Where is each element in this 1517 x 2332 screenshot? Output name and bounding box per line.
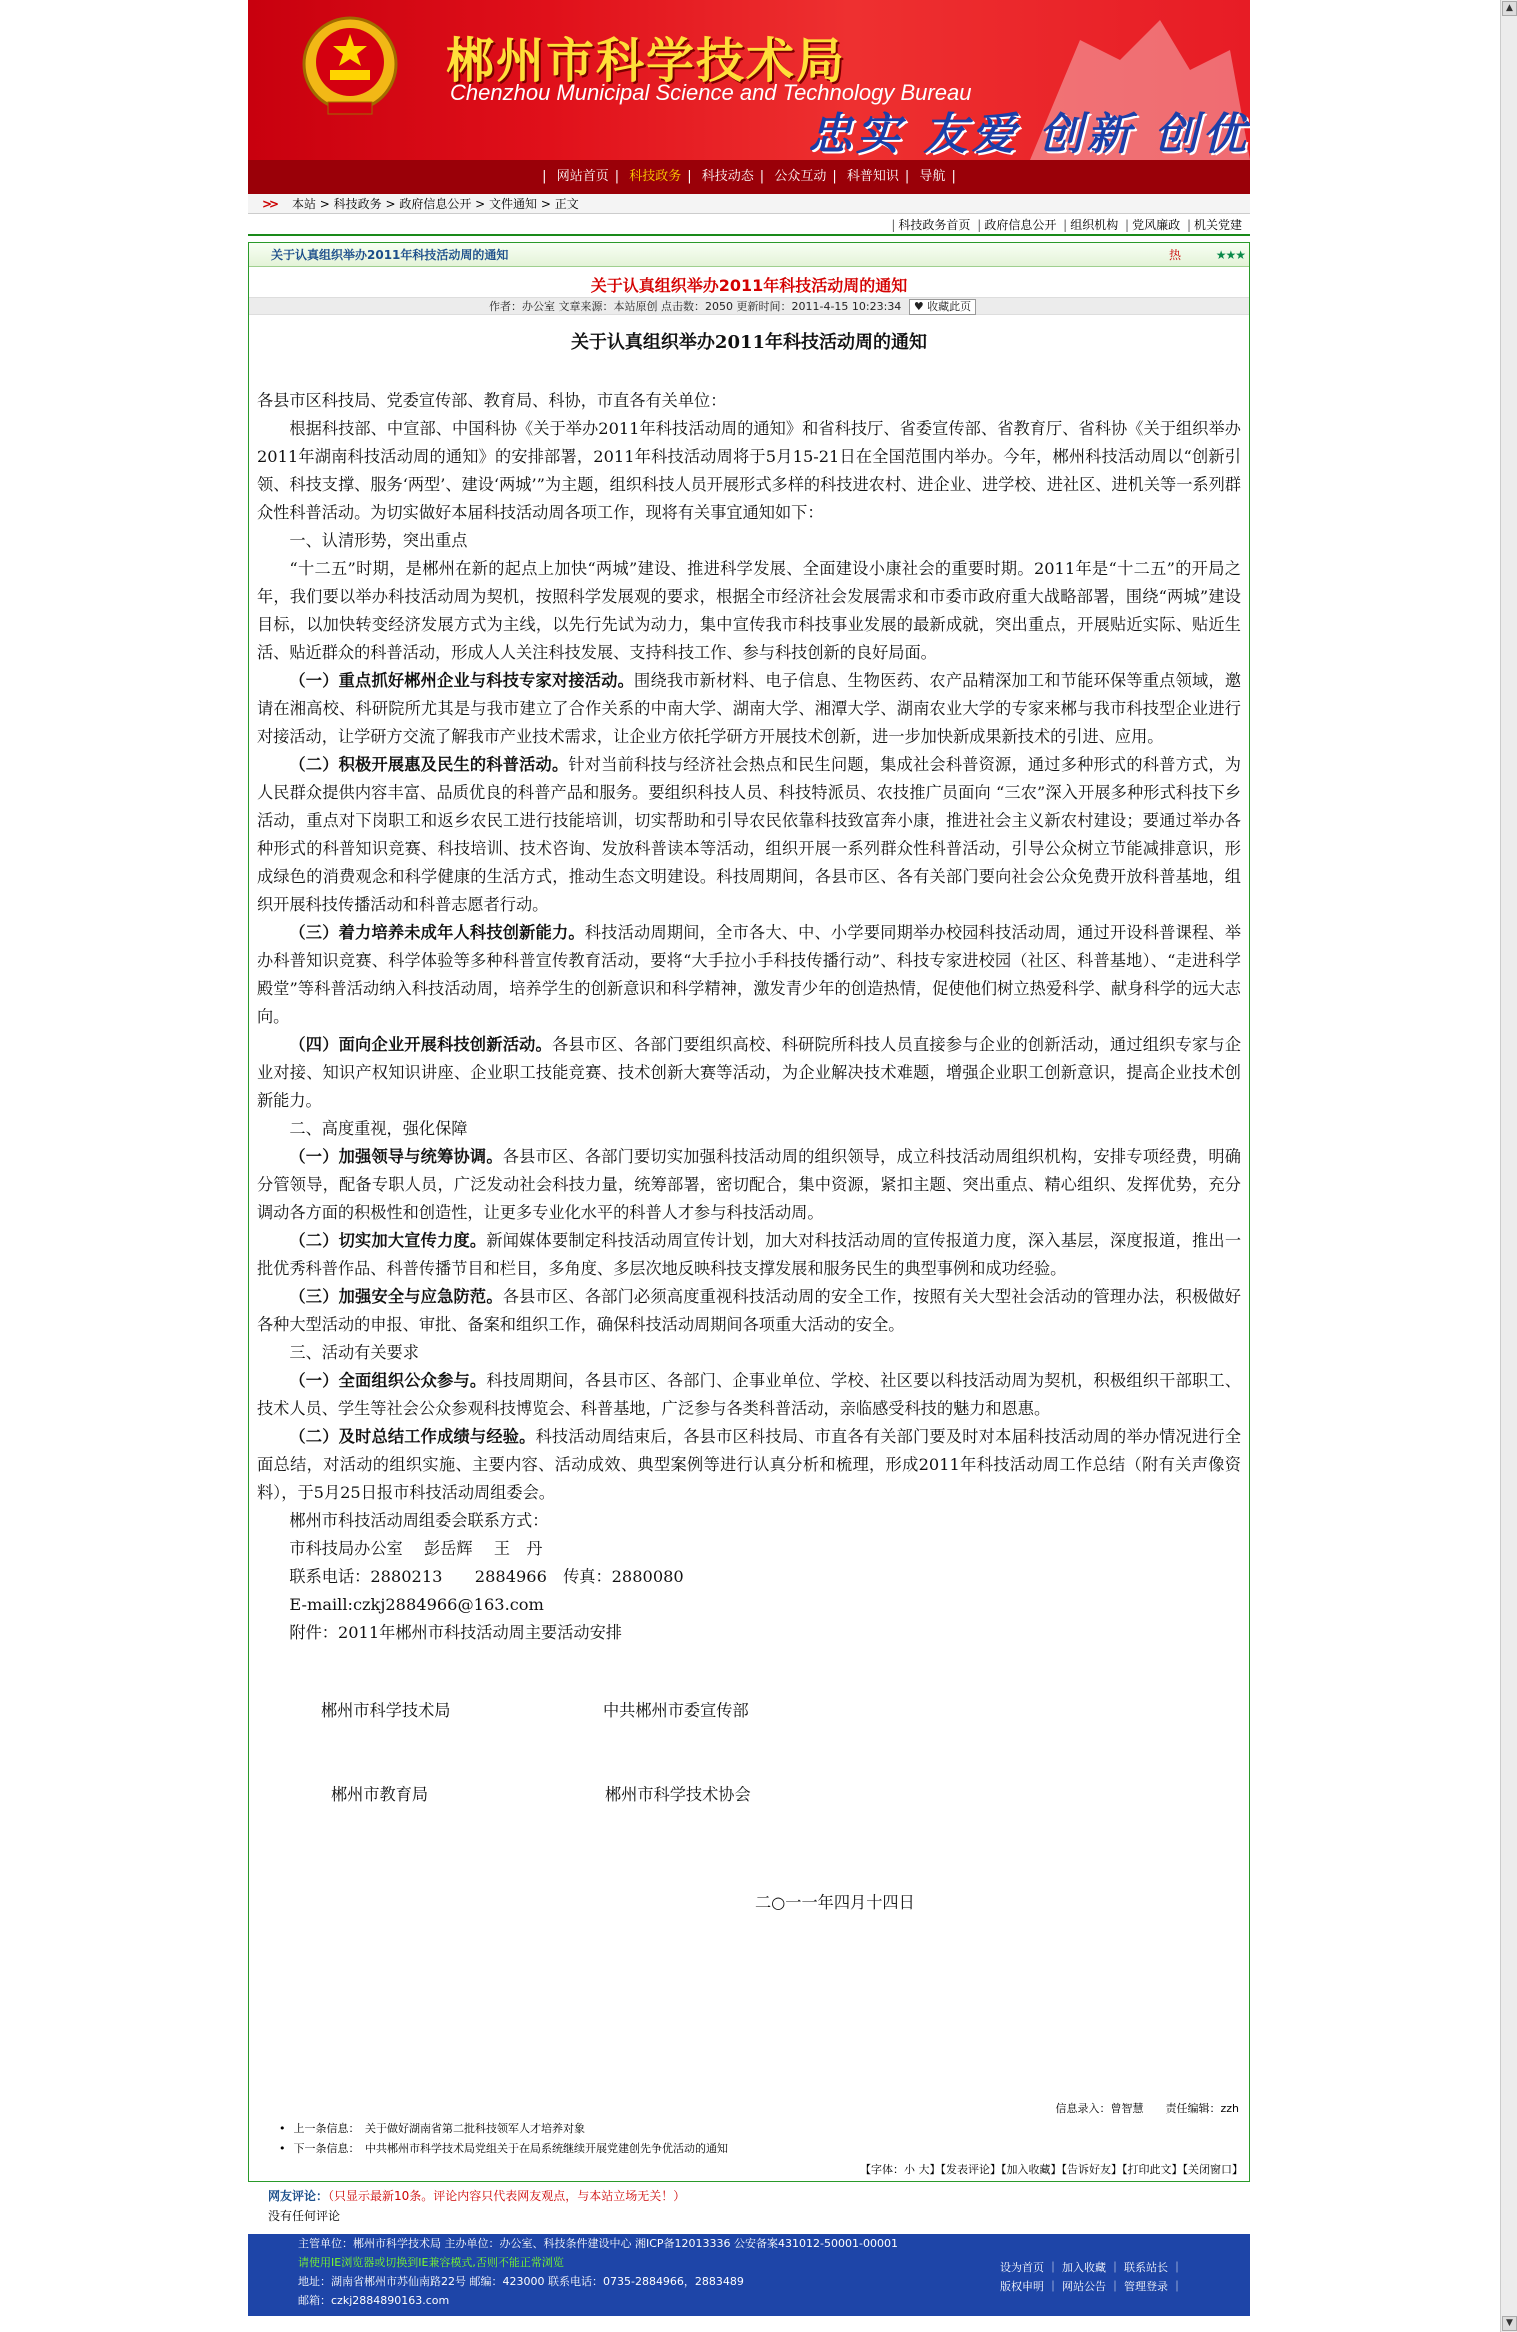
bold-lead: （二）及时总结工作成绩与经验。: [289, 1427, 536, 1446]
arrow-icon: >>: [262, 197, 277, 211]
paragraph: [257, 667, 1241, 751]
comments-section: [248, 2186, 1250, 2226]
next-link[interactable]: • 下一条信息： 中共郴州市科学技术局党组关于在局系统继续开展党建创先争优活动的通知: [279, 2139, 1249, 2159]
footer-owner: 主管单位：郴州市科学技术局 主办单位：办公室、科技条件建设中心 湘ICP备12013336 公安备案431012-50001-00001: [298, 2237, 898, 2250]
paragraph-text: 新闻媒体要制定科技活动周宣传计划，加大对科技活动周的宣传报道力度，深入基层，深度报道，推出一批优秀科普作品、科普传播节目和栏目，多角度、多层次地反映科技支撑发展和服务民生的典型事例和成功经验。: [257, 1231, 1242, 1278]
paragraph: [257, 919, 1241, 1031]
paragraph-text: 各县市区、各部门要切实加强科技活动周的组织领导，成立科技活动周组织机构，安排专项经费，明确分管领导，配备专职人员，广泛发动社会科技力量，统筹部署，密切配合，集中资源，紧扣主题、突出重点、精心组织、发挥优势，充分调动各方面的积极性和创造性，让更多专业化水平的科普人才参与科技活动周。: [257, 1147, 1241, 1222]
section-heading: 二、高度重视，强化保障: [289, 1119, 468, 1138]
signer-education: 郴州市教育局: [331, 1785, 429, 1804]
article-content: [249, 315, 1249, 1912]
footer-links-row1[interactable]: 设为首页 ｜ 加入收藏 ｜ 联系站长 ｜: [1000, 2261, 1183, 2274]
favorite-button[interactable]: ♥ 收藏此页: [909, 299, 976, 315]
prev-link[interactable]: • 上一条信息： 关于做好湖南省第二批科技领军人才培养对象: [279, 2119, 1249, 2139]
article-meta: 作者：办公室 文章来源：本站原创 点击数：2050 更新时间：2011-4-15 10:23:34: [489, 300, 902, 313]
crumb-info[interactable]: 政府信息公开: [399, 197, 472, 211]
scroll-down-icon[interactable]: ▼: [1502, 2316, 1517, 2331]
editor-info: 信息录入：曾智慧 责任编辑：zzh: [1055, 2102, 1239, 2115]
signer-association: 郴州市科学技术协会: [605, 1785, 751, 1804]
salutation: 各县市区科技局、党委宣传部、教育局、科协，市直各有关单位：: [257, 391, 727, 410]
footer-email: 邮箱：czkj2884890163.com: [298, 2294, 450, 2307]
article-title: 关于认真组织举办2011年科技活动周的通知: [590, 276, 908, 295]
footer-links: [1000, 2258, 1182, 2296]
document-date: 二○一一年四月十四日: [755, 1893, 915, 1912]
comment-empty: 没有任何评论: [268, 2209, 341, 2223]
contact-line: 联系电话：2880213 2884966 传真：2880080: [289, 1567, 684, 1586]
prev-next-links: [249, 2119, 1249, 2159]
paragraph-text: 科技活动周结束后，各县市区科技局、市直各有关部门要及时对本届科技活动周的举办情况进行全面总结，对活动的组织实施、主要内容、活动成效、典型案例等进行认真分析和梳理，形成2011年科技活动周工作总结（附有关声像资料），于5月25日报市科技活动周组委会。: [257, 1427, 1242, 1502]
favorite-label: 收藏此页: [927, 300, 972, 313]
paragraph-text: 科技周期间，各县市区、各部门、企事业单位、学校、社区要以科技活动周为契机，积极组织干部职工、技术人员、学生等社会公众参观科技博览会、科普基地，广泛参与各类科普活动，亲临感受科技的魅力和恩惠。: [257, 1371, 1242, 1418]
footer-links-row2[interactable]: 版权申明 ｜ 网站公告 ｜ 管理登录 ｜: [1000, 2280, 1183, 2293]
crumb-notice[interactable]: 文件通知: [489, 197, 538, 211]
article-heading: 关于认真组织举办2011年科技活动周的通知: [570, 332, 928, 353]
box-title: 关于认真组织举办2011年科技活动周的通知: [271, 248, 509, 262]
section-heading: 一、认清形势，突出重点: [289, 531, 468, 550]
paragraph: [257, 1367, 1241, 1423]
article-info: [249, 297, 1249, 315]
paragraph-text: 围绕我市新材料、电子信息、生物医药、农产品精深加工和节能环保等重点领域，邀请在湘高校、科研院所尤其是与我市建立了合作关系的中南大学、湖南大学、湘潭大学、湖南农业大学的专家来郴与我市科技型企业进行对接活动，让学研方交流了解我市产业技术需求，让企业方依托学研方开展技术创新，进一步加快新成果新技术的引进、应用。: [257, 671, 1242, 746]
nav-home[interactable]: 网站首页: [556, 169, 609, 184]
bold-lead: （一）加强领导与统筹协调。: [289, 1147, 503, 1166]
sub-nav: | 科技政务首页 | 政府信息公开 | 组织机构 | 党风廉政 | 机关党建: [248, 214, 1250, 236]
subnav-gov-home[interactable]: 科技政务首页: [898, 218, 971, 232]
bold-lead: （二）积极开展惠及民生的科普活动。: [289, 755, 569, 774]
vertical-scrollbar[interactable]: [1500, 0, 1517, 2332]
site-title-cn: 郴州市科学技术局: [446, 33, 847, 89]
comment-note: （只显示最新10条。评论内容只代表网友观点，与本站立场无关！）: [328, 2189, 686, 2203]
paragraph: [257, 1143, 1241, 1227]
signatures: [257, 1647, 1241, 1912]
paragraph: [257, 1031, 1241, 1115]
article-box: [248, 242, 1250, 2182]
rating-stars: ★★★: [1215, 248, 1245, 262]
comment-label: 网友评论：: [268, 2189, 329, 2203]
paragraph: [257, 1423, 1241, 1507]
nav-guide[interactable]: 导航: [919, 169, 946, 184]
bold-lead: （二）切实加大宣传力度。: [289, 1231, 487, 1250]
box-header: [249, 243, 1249, 267]
crumb-gov[interactable]: 科技政务: [333, 197, 382, 211]
paragraph-text: 各县市区、各部门必须高度重视科技活动周的安全工作，按照有关大型社会活动的管理办法，积极做好各种大型活动的申报、审批、备案和组织工作，确保科技活动周期间各项重大活动的安全。: [257, 1287, 1241, 1334]
site-title-en: Chenzhou Municipal Science and Technology Bureau: [450, 80, 972, 105]
article-tools[interactable]: 【字体：小 大】【发表评论】【加入收藏】【告诉好友】【打印此文】【关闭窗口】: [860, 2163, 1243, 2176]
bold-lead: （一）重点抓好郴州企业与科技专家对接活动。: [289, 671, 635, 690]
nav-interact[interactable]: 公众互动: [774, 169, 827, 184]
crumb-current: 正文: [554, 197, 579, 211]
paragraph: [257, 1227, 1241, 1283]
page-wrapper: [248, 0, 1250, 2226]
bold-lead: （三）着力培养未成年人科技创新能力。: [289, 923, 585, 942]
subnav-org[interactable]: 组织机构: [1070, 218, 1119, 232]
footer-browser-warning: 请使用IE浏览器或切换到IE兼容模式,否则不能正常浏览: [298, 2256, 564, 2269]
nav-science[interactable]: 科普知识: [846, 169, 899, 184]
hot-label: 热: [1168, 248, 1181, 262]
bold-lead: （四）面向企业开展科技创新活动。: [289, 1035, 552, 1054]
footer-address: 地址：湖南省郴州市苏仙南路22号 邮编：423000 联系电话：0735-2884966，2883489: [298, 2275, 744, 2288]
site-footer: [248, 2234, 1250, 2316]
subnav-info[interactable]: 政府信息公开: [984, 218, 1057, 232]
subnav-clean[interactable]: 党风廉政: [1132, 218, 1181, 232]
nav-news[interactable]: 科技动态: [701, 169, 754, 184]
national-emblem-icon: [300, 14, 400, 118]
nav-gov[interactable]: 科技政务: [629, 169, 682, 184]
attachment-line: 附件：2011年郴州市科技活动周主要活动安排: [289, 1623, 622, 1642]
paragraph-text: 科技活动周期间，全市各大、中、小学要同期举办校园科技活动周，通过开设科普课程、举办科普知识竞赛、科学体验等多种科普宣传教育活动，要将“大手拉小手科技传播行动”、科技专家进校园（社区、科普基地）、“走进科学殿堂”等科普活动纳入科技活动周，培养学生的创新意识和科学精神，激发青少年的创造热情，促使他们树立热爱科学、献身科学的远大志向。: [257, 923, 1242, 1026]
crumb-home[interactable]: 本站: [291, 197, 316, 211]
paragraph: “十二五”时期，是郴州在新的起点上加快“两城”建设、推进科学发展、全面建设小康社会的重要时期。2011年是“十二五”的开局之年，我们要以举办科技活动周为契机，按照科学发展观的要求，根据全市经济社会发展需求和市委市政府重大战略部署，围绕“两城”建设目标，以加快转变经济发展方式为主线，以先行先试为动力，集中宣传我市科技事业发展的最新成就，突出重点，开展贴近实际、贴近生活、贴近群众的科普活动，形成人人关注科技发展、支持科技工作、参与科技创新的良好局面。: [257, 559, 1241, 662]
main-nav: | 网站首页 | 科技政务 | 科技动态 | 公众互动 | 科普知识 | 导航 |: [248, 160, 1250, 194]
signer-bureau: 郴州市科学技术局: [321, 1701, 451, 1720]
bold-lead: （一）全面组织公众参与。: [289, 1371, 487, 1390]
signer-propaganda: 中共郴州市委宣传部: [603, 1701, 749, 1720]
paragraph: 根据科技部、中宣部、中国科协《关于举办2011年科技活动周的通知》和省科技厅、省委宣传部、省教育厅、省科协《关于组织举办2011年湖南科技活动周的通知》的安排部署，2011年科技活动周将于5月15-21日在全国范围内举办。今年，郴州科技活动周以“创新引领、科技支撑、服务‘两型’、建设‘两城’”为主题，组织科技人员开展形式多样的科技进农村、进企业、进学校、进社区、进机关等一系列群众性科普活动。为切实做好本届科技活动周各项工作，现将有关事宜通知如下：: [257, 419, 1241, 522]
site-banner: [248, 0, 1250, 160]
scroll-up-icon[interactable]: ▲: [1502, 1, 1517, 16]
paragraph-text: 各县市区、各部门要组织高校、科研院所科技人员直接参与企业的创新活动，通过组织专家与企业对接、知识产权知识讲座、企业职工技能竞赛、技术创新大赛等活动，为企业解决技术难题，增强企业职工创新意识，提高企业技术创新能力。: [257, 1035, 1242, 1110]
contact-line: 郴州市科技活动周组委会联系方式：: [289, 1511, 549, 1530]
breadcrumb: >> 本站 > 科技政务 > 政府信息公开 > 文件通知 > 正文: [248, 194, 1250, 214]
paragraph: [257, 1283, 1241, 1339]
section-heading: 三、活动有关要求: [289, 1343, 419, 1362]
paragraph: [257, 751, 1241, 919]
subnav-party[interactable]: 机关党建: [1193, 218, 1242, 232]
paragraph-text: 针对当前科技与经济社会热点和民生问题，集成社会科普资源，通过多种形式的科普方式，为人民群众提供内容丰富、品质优良的科普产品和服务。要组织科技人员、科技特派员、农技推广员面向 “三农”深入开展多种形式科技下乡活动，重点对下岗职工和返乡农民工进行技能培训，切实帮助和引导农民依靠科技致富奔小康，推进社会主义新农村建设；要通过举办各种形式的科普知识竞赛、科技培训、技术咨询、发放科普读本等活动，组织开展一系列群众性科普活动，引导公众树立节能减排意识，形成绿色的消费观念和科学健康的生活方式，推动生态文明建设。科技周期间，各县市区、各有关部门要向社会公众免费开放科普基地，组织开展科技传播活动和科普志愿者行动。: [257, 755, 1241, 914]
bold-lead: （三）加强安全与应急防范。: [289, 1287, 503, 1306]
site-slogan: 忠实 友爱 创新 创优: [808, 109, 1250, 160]
contact-email: E-maill:czkj2884966@163.com: [289, 1595, 544, 1614]
contact-line: 市科技局办公室 彭岳辉 王 丹: [289, 1539, 543, 1558]
